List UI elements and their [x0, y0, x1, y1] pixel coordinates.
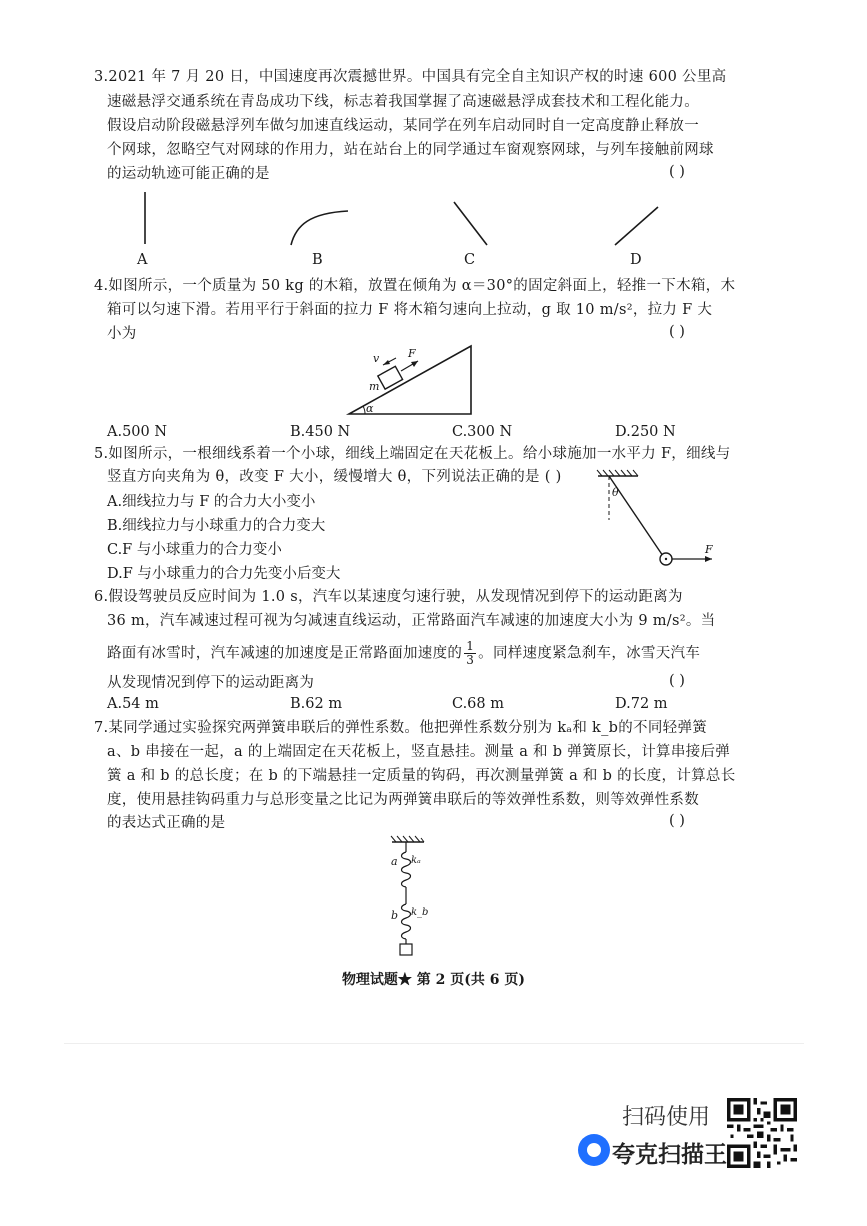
q7-weight [400, 944, 412, 955]
q3-answer-paren: ( ) [669, 164, 685, 180]
q4-option-a: A.500 N [107, 424, 168, 440]
q4-line-1: 4.如图所示，一个质量为 50 kg 的木箱，放置在倾角为 α＝30°的固定斜面上，轻推一下木箱，木 [94, 278, 736, 294]
q6-line-1: 6.假设驾驶员反应时间为 1.0 s，汽车以某速度匀速行驶，从发现情况到停下的运动距离为 [94, 589, 683, 605]
q5-label-theta: θ [612, 486, 619, 499]
q5-pendulum-figure [594, 468, 719, 568]
q3-line-3: 假设启动阶段磁悬浮列车做匀加速直线运动，某同学在列车启动同时自一定高度静止释放一 [107, 118, 699, 134]
q3-option-d: D [630, 252, 642, 268]
q6-option-a: A.54 m [107, 696, 159, 712]
q3-option-c: C [464, 252, 476, 268]
q7-line-2: a、b 串接在一起，a 的上端固定在天花板上，竖直悬挂。测量 a 和 b 弹簧原长，计算串接后弹 [107, 744, 731, 760]
q5-option-d: D.F 与小球重力的合力先变小后变大 [107, 566, 341, 582]
q4-label-v: v [373, 352, 380, 365]
q6-option-b: B.62 m [290, 696, 343, 712]
q5-line-1: 5.如图所示，一根细线系着一个小球，细线上端固定在天花板上。给小球施加一水平力 F，细线与 [94, 446, 731, 462]
q4-label-m: m [369, 380, 380, 393]
q4-line-2: 箱可以匀速下滑。若用平行于斜面的拉力 F 将木箱匀速向上拉动，g 取 10 m/s²，拉力 F 大 [107, 302, 713, 318]
q6-fraction: $\frac{1}{3}$ [466, 639, 475, 667]
q6-line-2: 36 m，汽车减速过程可视为匀减速直线运动，正常路面汽车减速的加速度大小为 9 m/s²。当 [107, 613, 716, 629]
q4-answer-paren: ( ) [669, 324, 685, 340]
q7-label-a: a [391, 855, 398, 868]
q7-line-4: 度，使用悬挂钩码重力与总形变量之比记为两弹簧串联后的等效弹性系数，则等效弹性系数 [107, 792, 699, 808]
q7-answer-paren: ( ) [669, 813, 685, 829]
q5-label-f: F [705, 543, 713, 556]
q5-option-a: A.细线拉力与 F 的合力大小变小 [107, 494, 316, 510]
brand-name: 夸克扫描王 [612, 1142, 727, 1168]
q4-option-b: B.450 N [290, 424, 351, 440]
q4-label-f: F [408, 347, 416, 360]
q3-option-a: A [137, 252, 148, 268]
q7-label-kb: k_b [411, 907, 429, 918]
q4-line-3: 小为 [107, 326, 137, 342]
q7-spring-a [402, 852, 411, 887]
q6-line-5: 从发现情况到停下的运动距离为 [107, 675, 315, 691]
q7-spring-figure [388, 832, 428, 958]
q5-line-2: 竖直方向夹角为 θ，改变 F 大小，缓慢增大 θ，下列说法正确的是 ( ) [107, 469, 562, 485]
divider [64, 1043, 804, 1044]
q3-trajectory-a [140, 192, 150, 248]
scan-to-use-label: 扫码使用 [622, 1105, 711, 1130]
q7-spring-b [402, 904, 411, 939]
q5-option-c: C.F 与小球重力的合力变小 [107, 542, 282, 558]
q7-line-3: 簧 a 和 b 的总长度；在 b 的下端悬挂一定质量的钩码，再次测量弹簧 a 和 b 的长度，计算总长 [107, 768, 736, 784]
q6-line-3: 路面有冰雪时，汽车减速的加速度是正常路面加速度的 $\frac{1}{3}$ 。同样速度紧急刹车，冰雪天汽车 [107, 639, 701, 667]
q6-option-c: C.68 m [452, 696, 504, 712]
q5-option-b: B.细线拉力与小球重力的合力变大 [107, 518, 326, 534]
page-footer: 物理试题★ 第 2 页(共 6 页) [341, 972, 526, 988]
q4-option-d: D.250 N [615, 424, 676, 440]
quark-logo-icon [578, 1134, 610, 1166]
q7-line-1: 7.某同学通过实验探究两弹簧串联后的弹性系数。他把弹性系数分别为 kₐ和 k_b的不同轻弹簧 [94, 720, 708, 736]
q3-line-1: 3.2021 年 7 月 20 日，中国速度再次震撼世界。中国具有完全自主知识产权的时速 600 公里高 [94, 69, 727, 85]
q3-trajectory-d [612, 205, 662, 247]
q3-trajectory-c [452, 200, 492, 248]
q4-label-alpha: α [366, 402, 374, 415]
q3-line-5: 的运动轨迹可能正确的是 [107, 166, 270, 182]
q7-line-5: 的表达式正确的是 [107, 815, 226, 831]
q7-label-ka: kₐ [411, 855, 421, 866]
q6-answer-paren: ( ) [669, 673, 685, 689]
q3-option-b: B [312, 252, 323, 268]
q7-label-b: b [391, 909, 399, 922]
qr-code-icon[interactable] [727, 1098, 797, 1168]
q4-option-c: C.300 N [452, 424, 513, 440]
q3-line-2: 速磁悬浮交通系统在青岛成功下线，标志着我国掌握了高速磁悬浮成套技术和工程化能力。 [107, 94, 699, 110]
q3-trajectory-b [288, 205, 352, 247]
q3-line-4: 个网球，忽略空气对网球的作用力，站在站台上的同学通过车窗观察网球，与列车接触前网球 [107, 142, 714, 158]
q6-option-d: D.72 m [615, 696, 668, 712]
